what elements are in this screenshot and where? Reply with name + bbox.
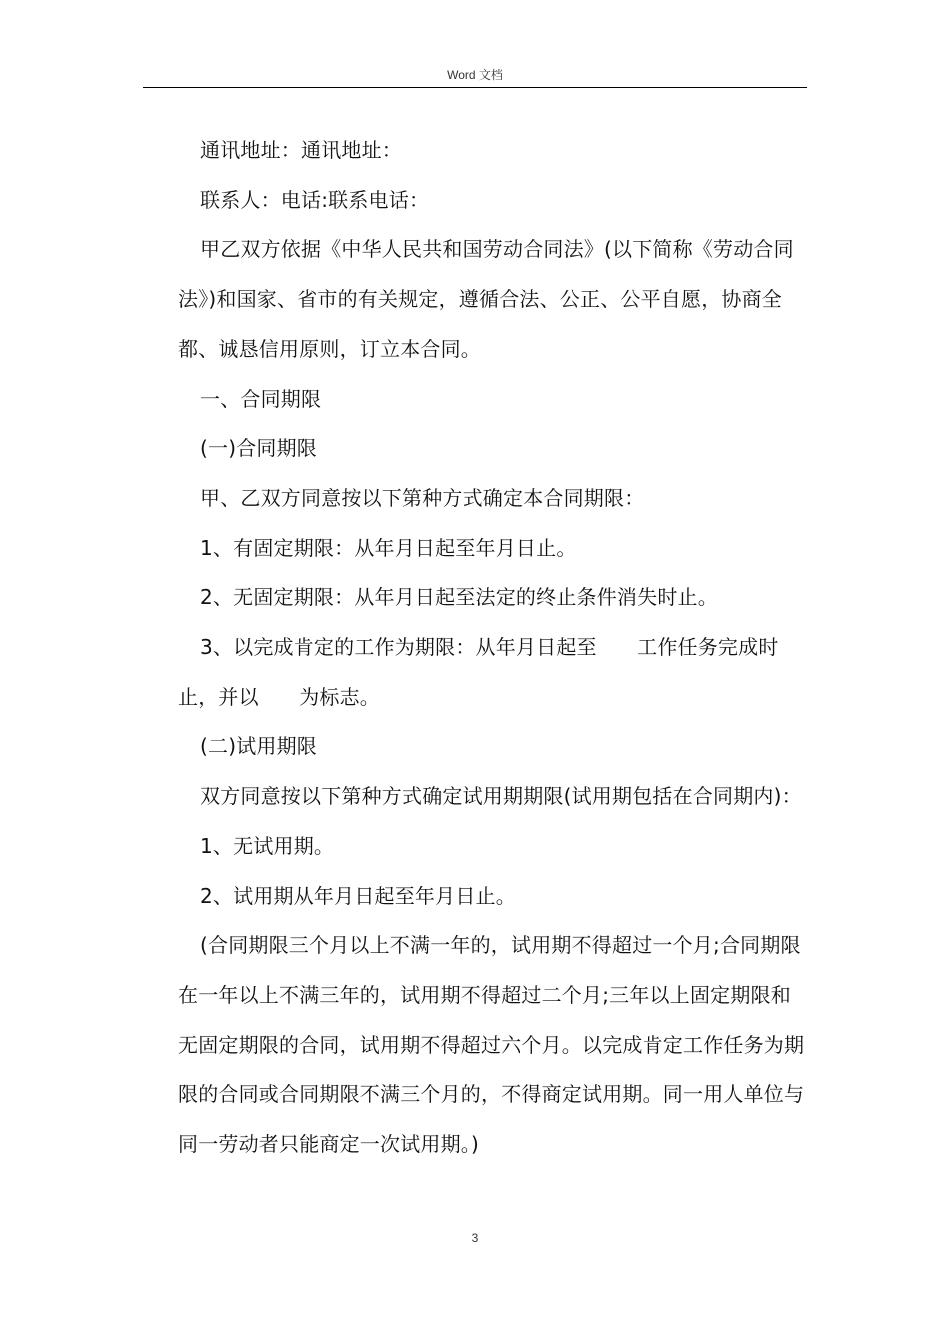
- probation-option-1: 1、无试用期。: [200, 833, 335, 858]
- address-line: 通讯地址：通讯地址：: [200, 138, 402, 162]
- subsection-heading-contract-term: (一)合同期限: [200, 436, 318, 461]
- contact-line: 联系人：电话:联系电话：: [200, 187, 430, 212]
- term-choice-paragraph: 甲、乙双方同意按以下第种方式确定本合同期限：: [200, 485, 645, 510]
- term-option-2: 2、无固定期限：从年月日起至法定的终止条件消失时止。: [200, 585, 718, 610]
- term-option-3: 3、以完成肯定的工作为期限：从年月日起至 工作任务完成时止，并以 为标志。: [178, 635, 779, 709]
- probation-note-paragraph: (合同期限三个月以上不满一年的，试用期不得超过一个月;合同期限在一年以上不满三年的，试用期不得超过二个月;三年以上固定期限和无固定期限的合同，试用期不得超过六个月。以完成肯定工作任务为期限的合同或合同期限不满三个月的，不得商定试用期。同一用人单位与同一劳动者只能商定一次试用期。): [178, 933, 805, 1157]
- term-option-1: 1、有固定期限：从年月日起至年月日止。: [200, 535, 577, 560]
- probation-option-2: 2、试用期从年月日起至年月日止。: [200, 883, 516, 908]
- section-heading-contract-term: 一、合同期限: [200, 386, 322, 411]
- document-body: [178, 126, 808, 1170]
- page-header: Word 文档: [447, 68, 503, 82]
- header-divider: [143, 87, 807, 88]
- preamble-paragraph: 甲乙双方依据《中华人民共和国劳动合同法》(以下简称《劳动合同法》)和国家、省市的有关规定，遵循合法、公正、公平自愿，协商全都、诚恳信用原则，订立本合同。: [178, 237, 794, 361]
- page-number: 3: [471, 1231, 479, 1245]
- probation-choice-paragraph: 双方同意按以下第种方式确定试用期期限(试用期包括在合同期内)：: [200, 784, 802, 809]
- subsection-heading-probation: (二)试用期限: [200, 734, 318, 759]
